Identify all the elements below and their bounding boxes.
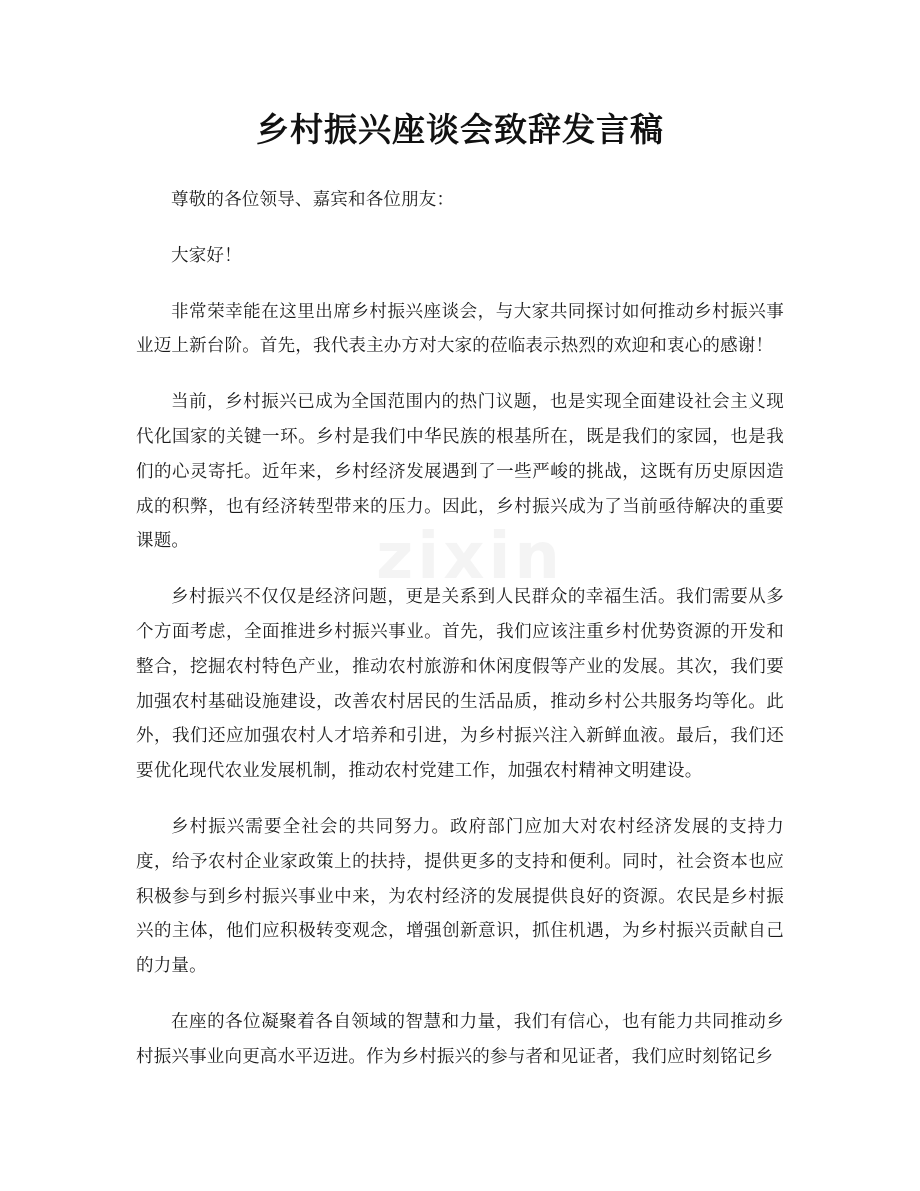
document-title: 乡村振兴座谈会致辞发言稿: [256, 110, 664, 149]
paragraph-background: 当前，乡村振兴已成为全国范围内的热门议题，也是实现全面建设社会主义现代化国家的关键一环。乡村是我们中华民族的根基所在，既是我们的家园，也是我们的心灵寄托。近年来，乡村经济发展遇到了一些严峻的挑战，这既有历史原因造成的积弊，也有经济转型带来的压力。因此，乡村振兴成为了当前亟待解决的重要课题。: [136, 392, 784, 552]
paragraph-measures: 乡村振兴不仅仅是经济问题，更是关系到人民群众的幸福生活。我们需要从多个方面考虑，全面推进乡村振兴事业。首先，我们应该注重乡村优势资源的开发和整合，挖掘农村特色产业，推动农村旅游和休闲度假等产业的发展。其次，我们要加强农村基础设施建设，改善农村居民的生活品质，推动乡村公共服务均等化。此外，我们还应加强农村人才培养和引进，为乡村振兴注入新鲜血液。最后，我们还要优化现代农业发展机制，推动农村党建工作，加强农村精神文明建设。: [136, 587, 784, 782]
document-body: [136, 183, 784, 1096]
greeting: 大家好！: [171, 245, 242, 266]
paragraph-confidence: 在座的各位凝聚着各自领域的智慧和力量，我们有信心，也有能力共同推动乡村振兴事业向更高水平迈进。作为乡村振兴的参与者和见证者，我们应时刻铭记乡: [136, 1011, 784, 1067]
paragraph-joint-effort: 乡村振兴需要全社会的共同努力。政府部门应加大对农村经济发展的支持力度，给予农村企业家政策上的扶持，提供更多的支持和便利。同时，社会资本也应积极参与到乡村振兴事业中来，为农村经济的发展提供良好的资源。农民是乡村振兴的主体，他们应积极转变观念，增强创新意识，抓住机遇，为乡村振兴贡献自己的力量。: [136, 816, 784, 977]
paragraph-welcome: 非常荣幸能在这里出席乡村振兴座谈会，与大家共同探讨如何推动乡村振兴事业迈上新台阶。首先，我代表主办方对大家的莅临表示热烈的欢迎和衷心的感谢！: [136, 301, 784, 357]
salutation: 尊敬的各位领导、嘉宾和各位朋友：: [171, 190, 455, 210]
